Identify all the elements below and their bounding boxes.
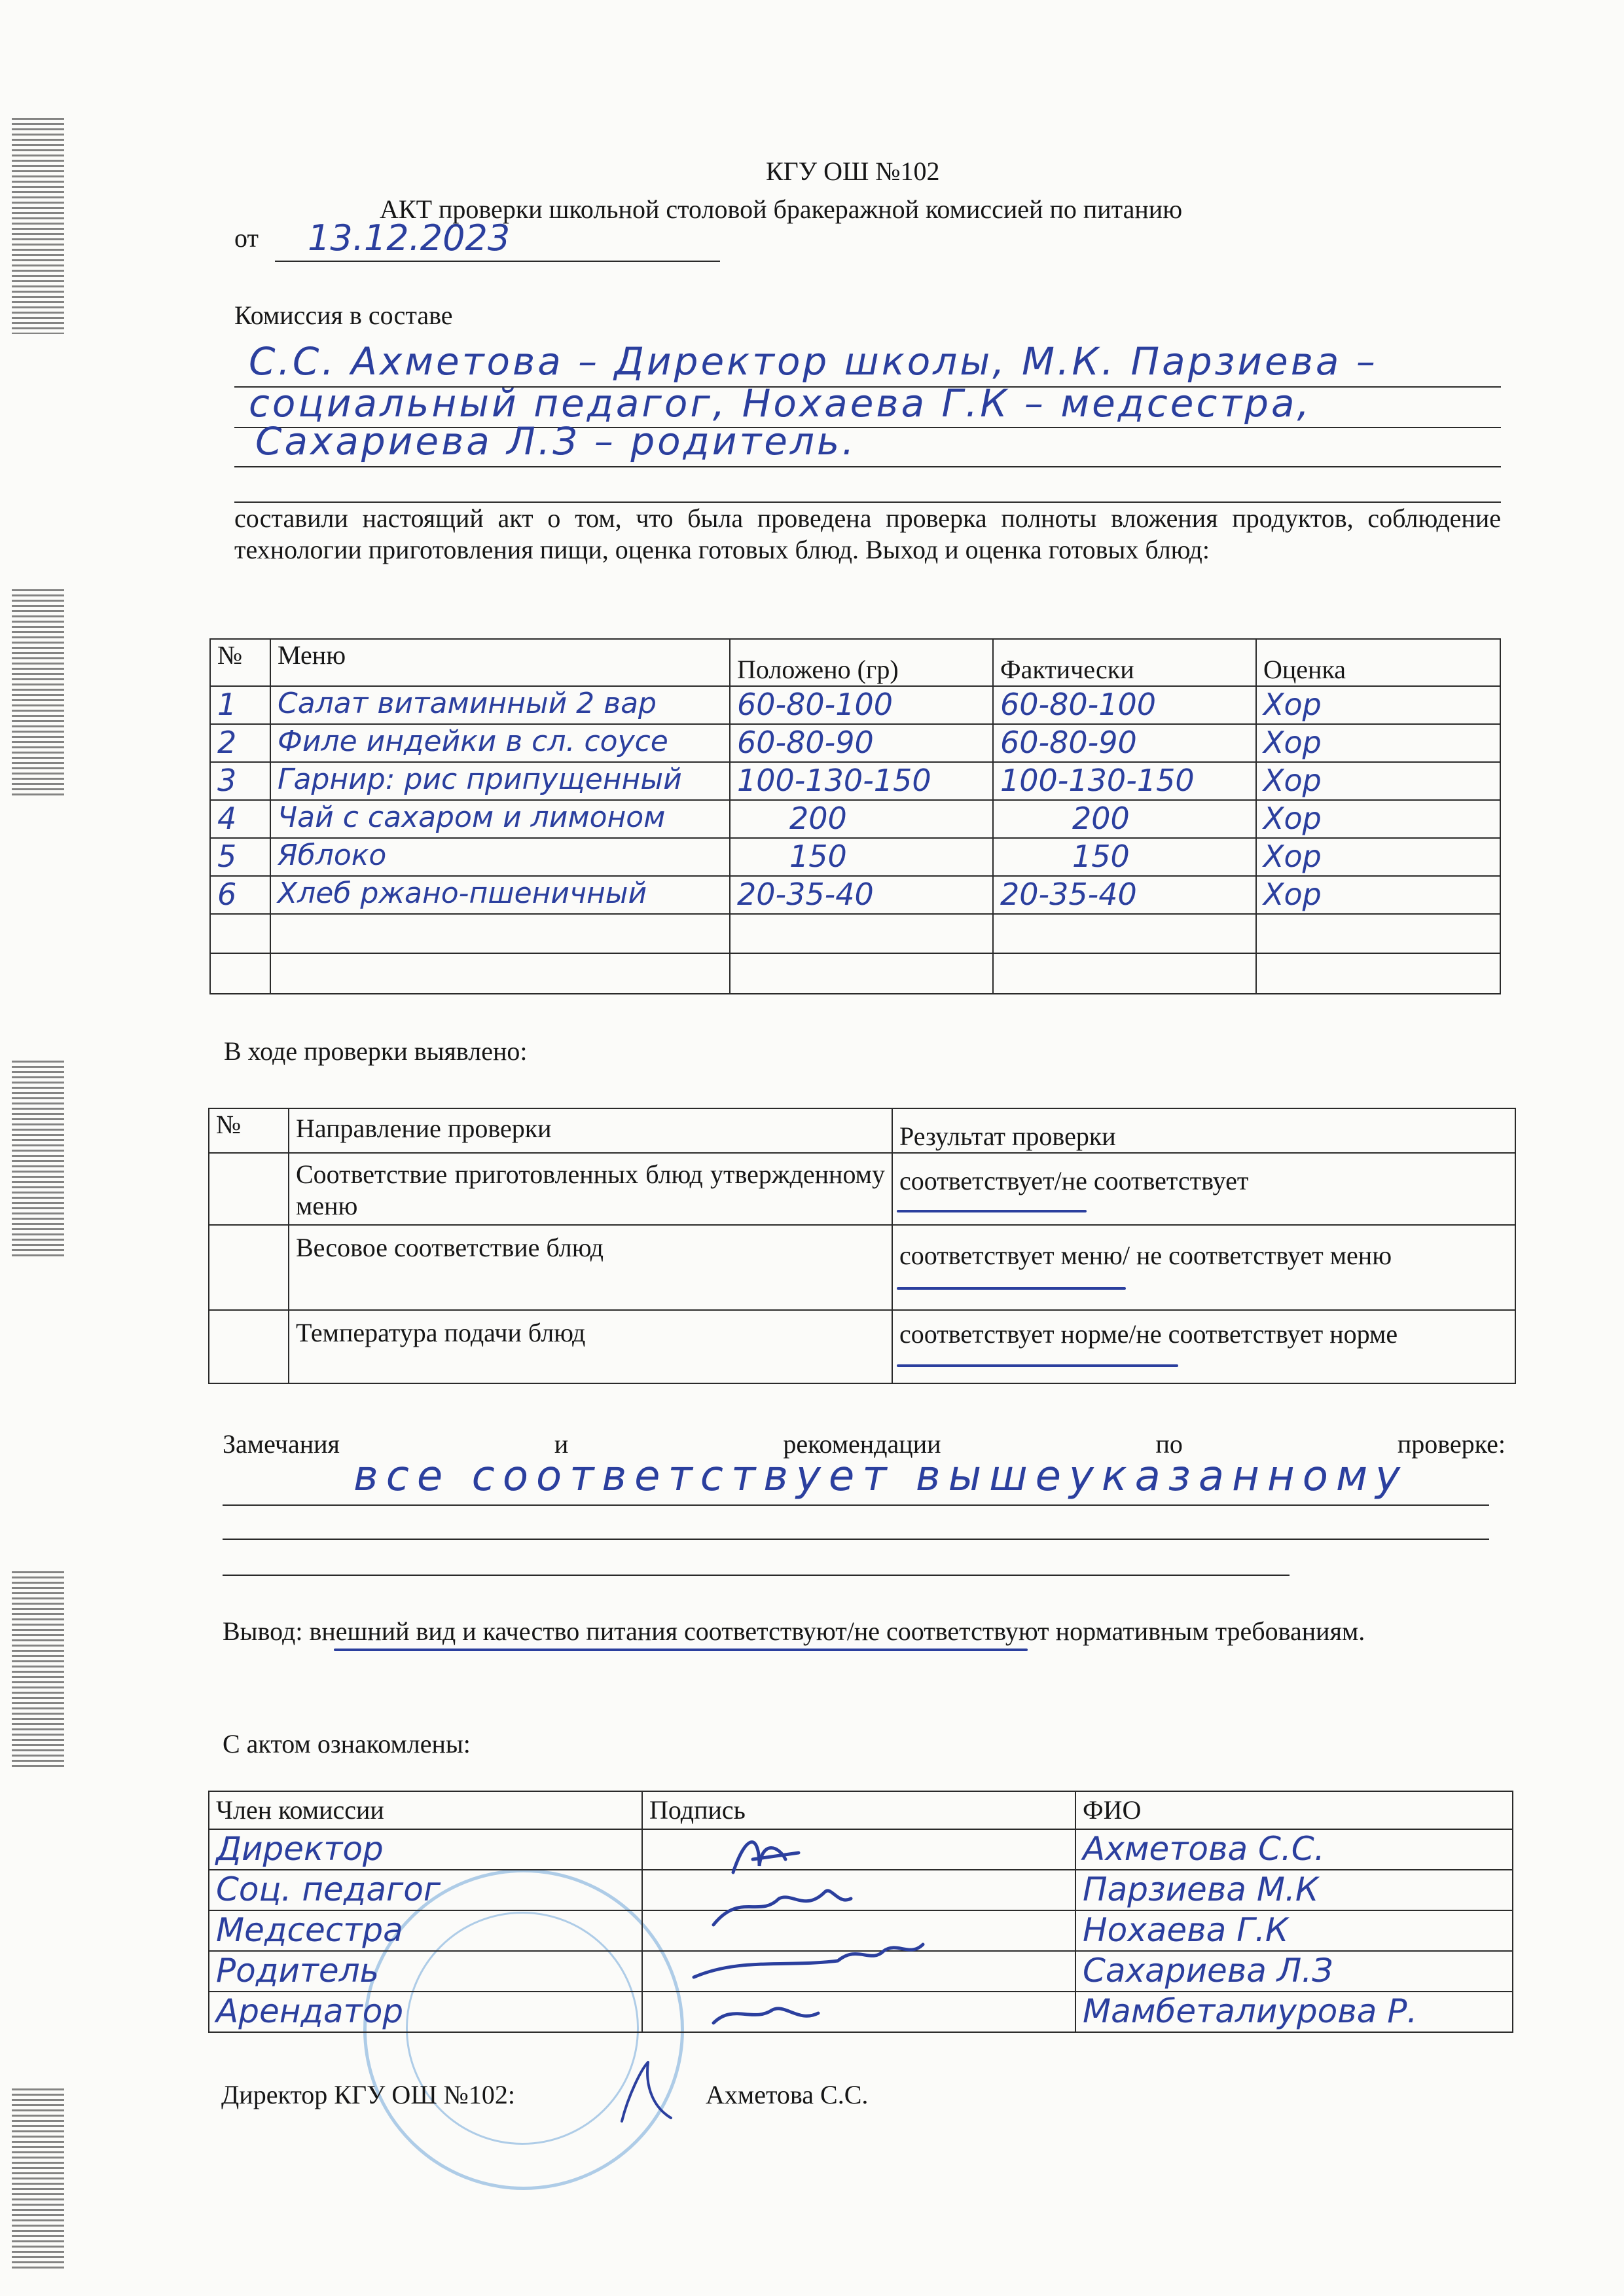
menu-cell-num: 2 bbox=[210, 724, 270, 762]
check-cell-num bbox=[209, 1225, 289, 1310]
ink-underline bbox=[897, 1364, 1178, 1367]
signature-scribble bbox=[713, 2009, 818, 2023]
commission-handwritten-line: С.С. Ахметова – Директор школы, М.К. Парзиева – bbox=[249, 339, 1378, 384]
check-row bbox=[209, 1225, 1515, 1310]
menu-cell-grade: Хор bbox=[1256, 724, 1500, 762]
director-label: Директор КГУ ОШ №102: bbox=[221, 2080, 515, 2109]
menu-cell-empty bbox=[210, 953, 270, 994]
members-cell-name: Нохаева Г.К bbox=[1075, 1910, 1513, 1951]
menu-cell-empty bbox=[1256, 953, 1500, 994]
menu-cell-dish: Хлеб ржано-пшеничный bbox=[270, 876, 730, 914]
remarks-line bbox=[223, 1575, 1290, 1576]
menu-row bbox=[210, 838, 1500, 876]
menu-cell-grade: Хор bbox=[1256, 686, 1500, 724]
commission-handwritten-line: Сахариева Л.З – родитель. bbox=[255, 419, 857, 464]
scan-artifact bbox=[12, 1061, 64, 1257]
signature-scribble bbox=[733, 1842, 799, 1872]
check-cell-direction: Температура подачи блюд bbox=[289, 1310, 892, 1383]
members-header-name: ФИО bbox=[1075, 1791, 1513, 1829]
members-cell-role: Соц. педагог bbox=[209, 1870, 642, 1910]
members-cell-name: Парзиева М.К bbox=[1075, 1870, 1513, 1910]
menu-cell-num: 3 bbox=[210, 762, 270, 800]
menu-cell-dish: Чай с сахаром и лимоном bbox=[270, 800, 730, 838]
menu-row-empty bbox=[210, 914, 1500, 953]
commission-label: Комиссия в составе bbox=[234, 301, 453, 330]
remarks-line bbox=[223, 1539, 1489, 1540]
members-header-role: Член комиссии bbox=[209, 1791, 642, 1829]
members-cell-name: Мамбеталиурова Р. bbox=[1075, 1992, 1513, 2032]
menu-cell-actual: 60-80-90 bbox=[993, 724, 1256, 762]
scan-artifact bbox=[12, 589, 64, 799]
check-cell-direction: Соответствие приготовленных блюд утвержденному меню bbox=[289, 1153, 892, 1225]
check-cell-result: соответствует норме/не соответствует норме bbox=[892, 1310, 1515, 1383]
members-cell-role: Родитель bbox=[209, 1951, 642, 1992]
menu-cell-num: 6 bbox=[210, 876, 270, 914]
menu-cell-grade: Хор bbox=[1256, 876, 1500, 914]
members-cell-name: Сахариева Л.З bbox=[1075, 1951, 1513, 1992]
menu-cell-dish: Яблоко bbox=[270, 838, 730, 876]
findings-label: В ходе проверки выявлено: bbox=[224, 1036, 528, 1066]
menu-cell-num: 5 bbox=[210, 838, 270, 876]
menu-cell-grade: Хор bbox=[1256, 838, 1500, 876]
menu-cell-empty bbox=[210, 914, 270, 953]
members-cell-role: Директор bbox=[209, 1829, 642, 1870]
ink-underline bbox=[897, 1287, 1126, 1290]
menu-cell-dish: Филе индейки в сл. соусе bbox=[270, 724, 730, 762]
menu-cell-num: 4 bbox=[210, 800, 270, 838]
director-name: Ахметова С.С. bbox=[706, 2080, 869, 2109]
menu-cell-grade: Хор bbox=[1256, 762, 1500, 800]
members-header-signature: Подпись bbox=[642, 1791, 1075, 1829]
menu-header-actual: Фактически bbox=[993, 639, 1256, 686]
acquainted-label: С актом ознакомлены: bbox=[223, 1729, 471, 1758]
scan-artifact bbox=[12, 1571, 64, 1768]
check-cell-direction: Весовое соответствие блюд bbox=[289, 1225, 892, 1310]
check-header-direction: Направление проверки bbox=[289, 1108, 892, 1153]
date-value: 13.12.2023 bbox=[308, 217, 511, 259]
check-cell-result: соответствует меню/ не соответствует меню bbox=[892, 1225, 1515, 1310]
members-cell-name: Ахметова С.С. bbox=[1075, 1829, 1513, 1870]
check-table bbox=[208, 1108, 1516, 1384]
menu-cell-actual: 150 bbox=[993, 838, 1256, 876]
check-header-num: № bbox=[209, 1108, 289, 1153]
menu-header-grade: Оценка bbox=[1256, 639, 1500, 686]
menu-header-num: № bbox=[210, 639, 270, 686]
menu-row-empty bbox=[210, 953, 1500, 994]
remarks-handwritten: все соответствует вышеуказанному bbox=[353, 1452, 1409, 1501]
signatures-drawing bbox=[687, 1827, 962, 2062]
menu-cell-planned: 20-35-40 bbox=[730, 876, 993, 914]
act-title: АКТ проверки школьной столовой бракеражной комиссией по питанию bbox=[380, 194, 1183, 224]
menu-cell-actual: 200 bbox=[993, 800, 1256, 838]
menu-cell-empty bbox=[270, 953, 730, 994]
menu-cell-empty bbox=[993, 914, 1256, 953]
menu-cell-planned: 200 bbox=[730, 800, 993, 838]
commission-handwritten-line: социальный педагог, Нохаева Г.К – медсестра, bbox=[249, 381, 1312, 426]
menu-cell-planned: 60-80-90 bbox=[730, 724, 993, 762]
remarks-label: Замечания и рекомендации по проверке: bbox=[223, 1429, 1506, 1459]
date-label: от bbox=[234, 223, 259, 253]
menu-cell-num: 1 bbox=[210, 686, 270, 724]
scan-artifact bbox=[12, 2088, 64, 2272]
org-name: КГУ ОШ №102 bbox=[766, 156, 940, 186]
menu-header-planned: Положено (гр) bbox=[730, 639, 993, 686]
menu-cell-empty bbox=[730, 953, 993, 994]
menu-cell-empty bbox=[1256, 914, 1500, 953]
date-underline bbox=[275, 261, 720, 262]
menu-row bbox=[210, 876, 1500, 914]
signature-scribble bbox=[713, 1891, 851, 1925]
director-signature bbox=[609, 2056, 687, 2128]
scan-artifact bbox=[12, 118, 64, 334]
menu-cell-empty bbox=[270, 914, 730, 953]
check-cell-result: соответствует/не соответствует bbox=[892, 1153, 1515, 1225]
menu-cell-dish: Гарнир: рис припущенный bbox=[270, 762, 730, 800]
menu-cell-empty bbox=[993, 953, 1256, 994]
menu-cell-empty bbox=[730, 914, 993, 953]
menu-cell-actual: 20-35-40 bbox=[993, 876, 1256, 914]
check-cell-num bbox=[209, 1153, 289, 1225]
remarks-line bbox=[223, 1504, 1489, 1506]
menu-cell-dish: Салат витаминный 2 вар bbox=[270, 686, 730, 724]
menu-cell-planned: 150 bbox=[730, 838, 993, 876]
menu-header-menu: Меню bbox=[270, 639, 730, 686]
menu-row bbox=[210, 724, 1500, 762]
ink-underline bbox=[334, 1649, 1028, 1651]
menu-cell-grade: Хор bbox=[1256, 800, 1500, 838]
menu-cell-actual: 100-130-150 bbox=[993, 762, 1256, 800]
check-cell-num bbox=[209, 1310, 289, 1383]
menu-row bbox=[210, 686, 1500, 724]
conclusion-text: Вывод: внешний вид и качество питания соответствуют/не соответствуют нормативным требованиям. bbox=[223, 1616, 1365, 1646]
commission-line bbox=[234, 466, 1501, 467]
menu-row bbox=[210, 800, 1500, 838]
ink-underline bbox=[897, 1210, 1087, 1212]
members-cell-role: Медсестра bbox=[209, 1910, 642, 1951]
check-row bbox=[209, 1310, 1515, 1383]
intro-text: составили настоящий акт о том, что была проведена проверка полноты вложения продуктов, соблюдение технологии приготовления пищи, оценка готовых блюд. Выход и оценка готовых блюд: bbox=[234, 503, 1501, 564]
check-row bbox=[209, 1153, 1515, 1225]
members-cell-role: Арендатор bbox=[209, 1992, 642, 2032]
check-header-result: Результат проверки bbox=[892, 1108, 1515, 1153]
menu-cell-planned: 100-130-150 bbox=[730, 762, 993, 800]
menu-table bbox=[209, 638, 1501, 994]
menu-cell-planned: 60-80-100 bbox=[730, 686, 993, 724]
menu-cell-actual: 60-80-100 bbox=[993, 686, 1256, 724]
signature-scribble bbox=[694, 1944, 923, 1977]
menu-row bbox=[210, 762, 1500, 800]
